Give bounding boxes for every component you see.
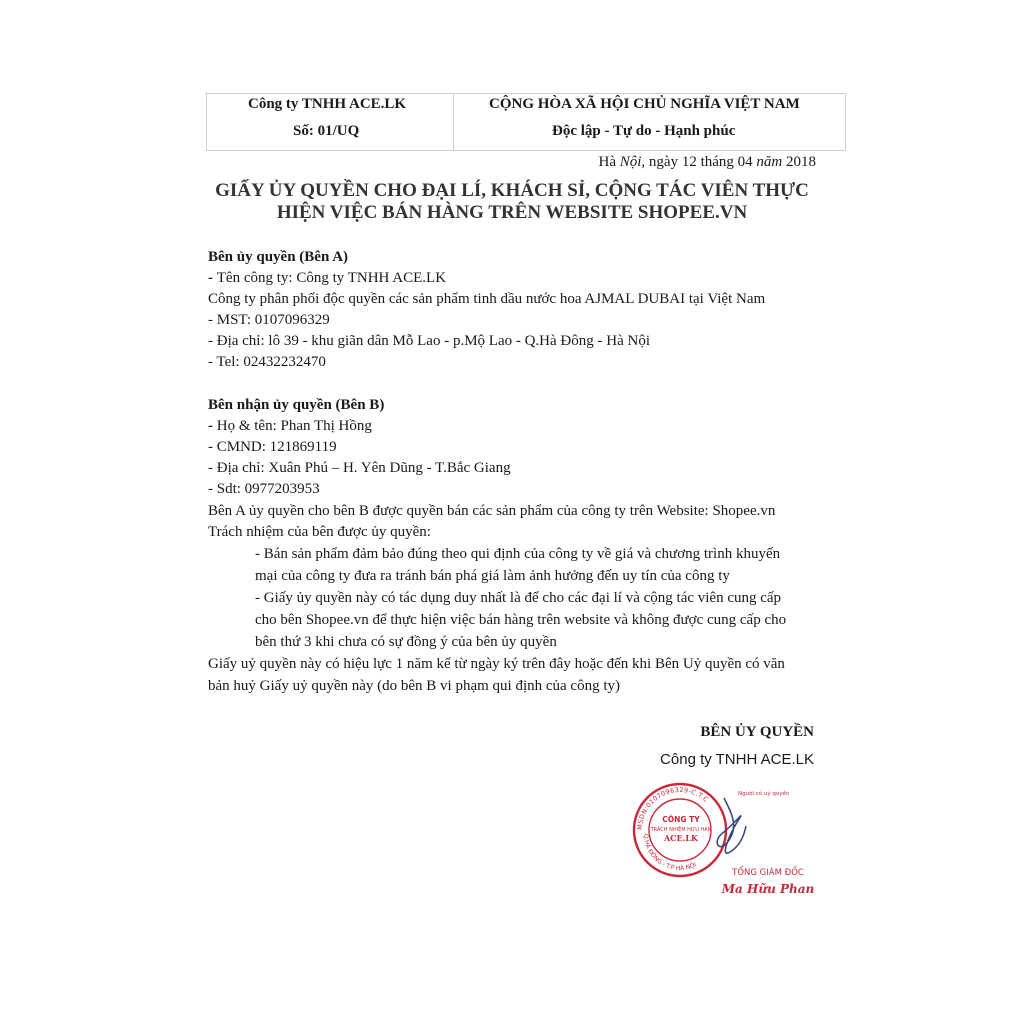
duty-2-line2: cho bên Shopee.vn để thực hiện việc bán hàng trên website và không được cung cấp cho	[255, 612, 787, 628]
seal-top-note: Người có uỷ quyền	[738, 791, 790, 797]
seal-center-line1: CÔNG TY	[662, 815, 700, 824]
document-title-line1: GIẤY ỦY QUYỀN CHO ĐẠI LÍ, KHÁCH SỈ, CỘNG TÁC VIÊN THỰC	[215, 180, 809, 201]
nation-motto: Độc lập - Tự do - Hạnh phúc	[552, 123, 736, 139]
document-number: Số: 01/UQ	[293, 123, 360, 139]
date-prefix: Hà	[598, 154, 620, 170]
seal-center-line3: ACE.LK	[663, 833, 699, 843]
party-a-heading: Bên ủy quyền (Bên A)	[208, 249, 349, 265]
party-a-tax-code: - MST: 0107096329	[208, 312, 330, 328]
company-seal	[628, 778, 828, 900]
validity-line2: bản huỷ Giấy uỷ quyền này (do bên B vi phạm qui định của công ty)	[208, 678, 621, 694]
party-b-name-dash: -	[208, 418, 217, 434]
party-a-description: Công ty phân phối độc quyền các sản phẩm tinh dầu nước hoa AJMAL DUBAI tại Việt Nam	[208, 291, 766, 307]
party-b-phone: - Sdt: 0977203953	[208, 481, 320, 497]
handwritten-signature	[717, 798, 746, 853]
seal-director-title: TỔNG GIÁM ĐỐC	[732, 868, 804, 878]
validity-line1: Giấy uỷ quyền này có hiệu lực 1 năm kể từ ngày ký trên đây hoặc đến khi Bên Uỷ quyền có văn	[208, 656, 785, 672]
duty-2-line3: bên thứ 3 khi chưa có sự đồng ý của bên ủy quyền	[255, 634, 557, 650]
duty-1-line1: - Bán sản phẩm đảm bảo đúng theo qui định của công ty về giá và chương trình khuyến	[255, 546, 781, 562]
date-city: Nội	[619, 154, 642, 170]
party-a-tel: - Tel: 02432232470	[208, 354, 326, 370]
seal-director-name: Ma Hữu Phan	[721, 882, 815, 896]
party-a-company	[208, 270, 446, 287]
seal-center-line2: TRÁCH NHIỆM HỮU HẠN	[650, 827, 712, 833]
duty-heading: Trách nhiệm của bên được ủy quyền:	[208, 524, 431, 540]
date-middle: , ngày 12 tháng 04	[641, 154, 757, 170]
grant-statement: Bên A ủy quyền cho bên B được quyền bán các sản phẩm của công ty trên Website: Shopee.vn	[208, 503, 776, 519]
party-a-address: - Địa chỉ: lô 39 - khu giãn dân Mỗ Lao - p.Mộ Lao - Q.Hà Đông - Hà Nội	[208, 333, 650, 349]
seal-bottom-text: Q.HÀ ĐÔNG - T.P HÀ NỘI	[641, 833, 698, 873]
seal-ring-text: MSDN:0107096329-C.T.C	[635, 785, 710, 831]
company-name: Công ty TNHH ACE.LK	[248, 96, 407, 112]
party-a-company-text: Tên công ty: Công ty TNHH ACE.LK	[216, 270, 447, 286]
duty-1-line2: mại của công ty đưa ra tránh bán phá giá làm ảnh hưởng đến uy tín của công ty	[255, 568, 730, 584]
party-b-id: - CMND: 121869119	[208, 439, 337, 455]
party-b-name-text: Họ & tên: Phan Thị Hồng	[216, 418, 372, 434]
document-title-line2: HIỆN VIỆC BÁN HÀNG TRÊN WEBSITE SHOPEE.VN	[276, 202, 748, 223]
party-b-heading: Bên nhận ủy quyền (Bên B)	[208, 397, 385, 413]
date-year: 2018	[782, 154, 816, 170]
signature-role: BÊN ỦY QUYỀN	[700, 724, 814, 740]
nation-heading: CỘNG HÒA XÃ HỘI CHỦ NGHĨA VIỆT NAM	[489, 96, 800, 112]
date-year-word: năm	[756, 154, 783, 170]
party-a-company-dash: -	[208, 270, 217, 286]
signature-company: Công ty TNHH ACE.LK	[660, 751, 814, 768]
duty-2-line1: - Giấy ủy quyền này có tác dụng duy nhất là để cho các đại lí và cộng tác viên cung cấp	[255, 590, 782, 606]
party-b-name	[208, 418, 372, 435]
party-b-address: - Địa chỉ: Xuân Phú – H. Yên Dũng - T.Bắc Giang	[208, 460, 511, 476]
document-date	[598, 154, 816, 171]
